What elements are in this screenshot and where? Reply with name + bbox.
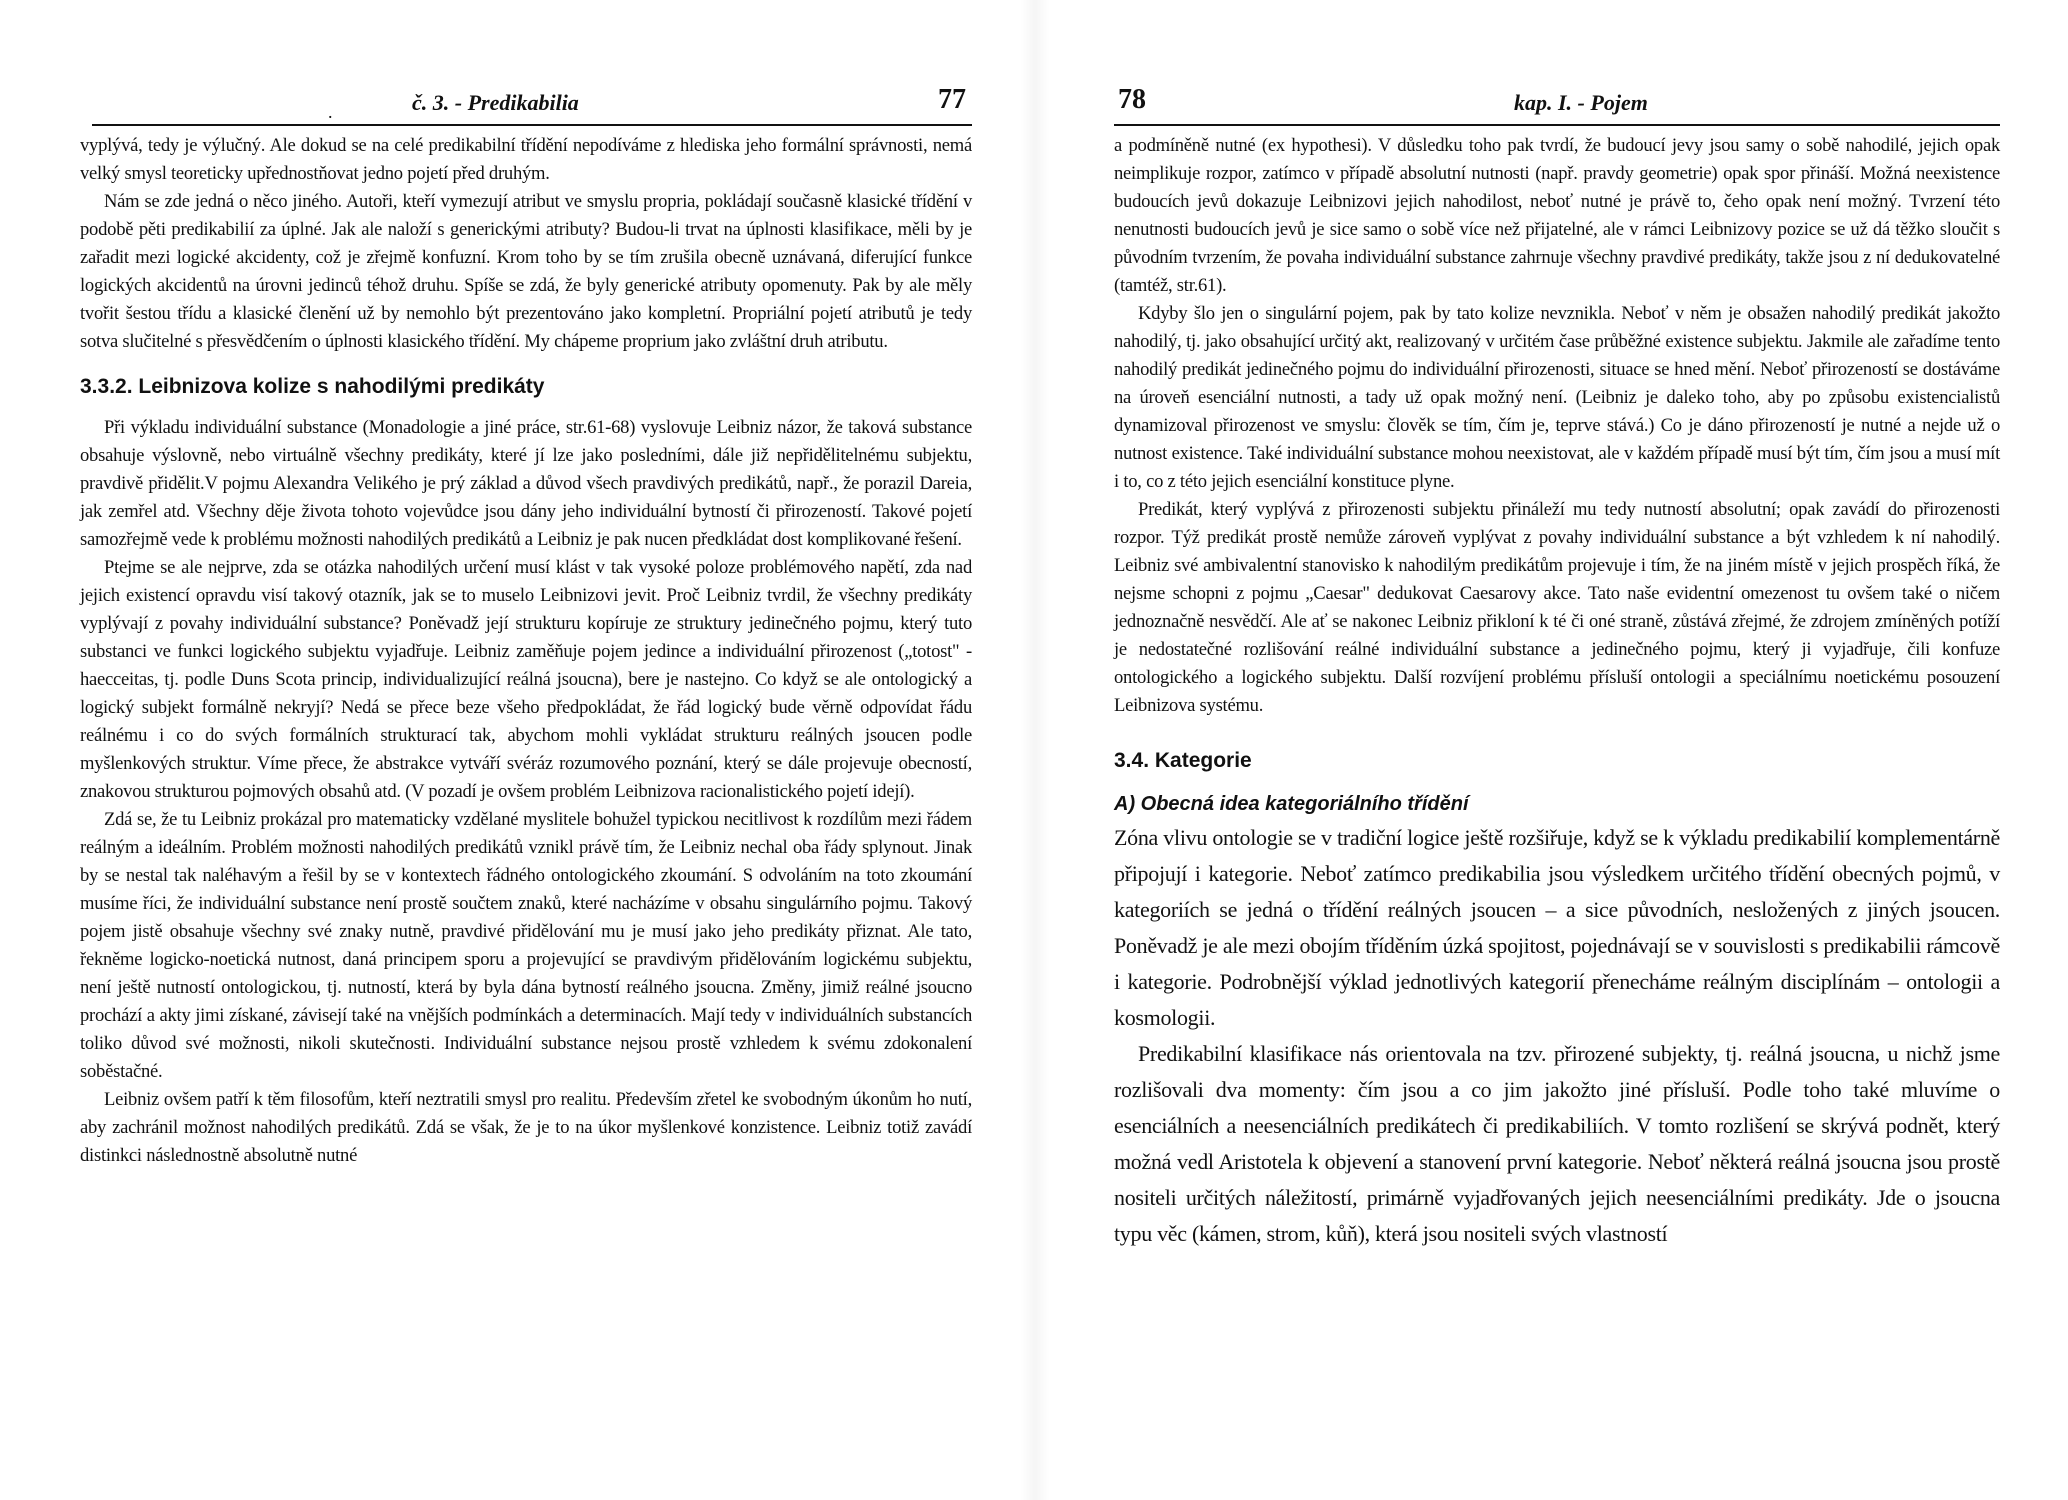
section-heading: 3.4. Kategorie	[1114, 749, 1252, 772]
paragraph: Ptejme se ale nejprve, zda se otázka nahodilých určení musí klást v tak vysoké poloze problémového napětí, zda nad jejich existencí opravdu visí takový otazník, jak se to muselo Leibnizovi jevit. Proč Leibniz tvrdil, že všechny predikáty vyplývají z povahy individuální substance? Poněvadž její strukturu kopíruje ze struktury jedinečného pojmu, který tuto substanci ve funkci logického subjektu vyjadřuje. Leibniz zaměňuje pojem jedince a individuální přirozenost („totost" - haecceitas, tj. podle Duns Scota princip, individualizující reálná jsoucna), bere je nastejno. Co když se ale ontologický a logický subjekt formálně nekryjí? Nedá se přece beze všeho předpokládat, že řád logický bude věrně odpovídat řádu reálnému i co do svých formálních strukturací tak, abychom mohli vykládat strukturu reálných jsoucen podle myšlenkových struktur. Víme přece, že abstrakce vytváří svéráz rozumového poznání, který se dále projevuje obecností, znakovou strukturou pojmových obsahů atd. (V pozadí je ovšem problém Leibnizova racionalistického pojetí idejí).	[80, 557, 972, 802]
right-page-number: 78	[1118, 84, 1146, 115]
left-running-head	[92, 84, 972, 126]
header-dot: .	[328, 102, 333, 122]
paragraph: Nám se zde jedná o něco jiného. Autoři, kteří vymezují atribut ve smyslu propria, pokládají současně klasické třídění v podobě pěti predikabilií za úplné. Jak ale naloží s generickými atributy? Budou-li trvat na úplnosti klasifikace, měli by je zařadit mezi logické akcidenty, což je zřejmě konfuzní. Krom toho by se tím zrušila obecně uznávaná, diferující funkce logických akcidentů na úrovni jedinců téhož druhu. Spíše se zdá, že byly generické atributy opomenuty. Pak by ale měly tvořit šestou třídu a klasické členění už by nemohlo být prezentováno jako kompletní. Propriální pojetí atributů je tedy sotva slučitelné s přesvědčením o úplnosti klasického třídění. My chápeme proprium jako zvláštní druh atributu.	[80, 191, 972, 352]
paragraph: a podmíněně nutné (ex hypothesi). V důsledku toho pak tvrdí, že budoucí jevy jsou samy o sobě nahodilé, jejich opak neimplikuje rozpor, zatímco v případě absolutní nutnosti (např. pravdy geometrie) opak spor přináší. Možná neexistence budoucích jevů dokazuje Leibnizovi jejich nahodilost, neboť nutné je právě to, čeho opak není možný. Tvrzení této nenutnosti budoucích jevů je sice samo o sobě více než přijatelné, ale v rámci Leibnizovy pozice se už dá těžko sloučit s původním tvrzením, že povaha individuální substance zahrnuje všechny pravdivé predikáty, takže jsou z ní dedukovatelné (tamtéž, str.61).	[1114, 135, 2000, 296]
paragraph: Zdá se, že tu Leibniz prokázal pro matematicky vzdělané myslitele bohužel typickou necitlivost k rozdílům mezi řádem reálným a ideálním. Problém možnosti nahodilých predikátů vznikl právě tím, že Leibniz nechal oba řády splynout. Jinak by se nestal tak naléhavým a řešil by se v kontextech řádného ontologického zkoumání. S odvoláním na toto zkoumání musíme říci, že individuální substance není prostě součtem znaků, které nacházíme v obsahu singulárního pojmu. Takový pojem jistě obsahuje všechny své znaky nutně, pravdivé přidělování mu je musí jako jeho predikáty přiznat. Ale tato, řekněme logicko-noetická nutnost, daná principem sporu a projevující se pravdivým přidělováním logickému subjektu, není ještě nutností ontologickou, tj. nutností, která by byla dána bytností reálného jsoucna. Změny, jimiž reálné jsoucno prochází a akty jimi získané, závisejí také na vnějších podmínkách a determinacích. Mají tedy v individuálních substancích toliko důvod své možnosti, nikoli skutečnosti. Individuální substance nejsou prostě vzhledem k svému zdokonalení soběstačné.	[80, 809, 972, 1082]
paragraph: vyplývá, tedy je výlučný. Ale dokud se na celé predikabilní třídění nepodíváme z hlediska jeho formální správnosti, nemá velký smysl teoreticky upřednostňovat jedno pojetí před druhým.	[80, 135, 972, 184]
right-page	[1034, 0, 2068, 1500]
section-heading: 3.3.2. Leibnizova kolize s nahodilými predikáty	[80, 375, 545, 398]
subsection-heading: A) Obecná idea kategoriálního třídění	[1114, 793, 1469, 815]
paragraph: Zóna vlivu ontologie se v tradiční logice ještě rozšiřuje, když se k výkladu predikabilií komplementárně připojují i kategorie. Neboť zatímco predikabilia jsou výsledkem určitého třídění obecných pojmů, v kategoriích se jedná o třídění reálných jsoucen – a sice původních, nesložených z jiných jsoucen. Poněvadž je ale mezi obojím tříděním úzká spojitost, pojednávají se v souvislosti s predikabilii rámcově i kategorie. Podrobnější výklad jednotlivých kategorií přenecháme reálným disciplínám – ontologii a kosmologii.	[1114, 825, 2000, 1030]
right-body-text	[1114, 132, 2000, 1252]
left-header-title: č. 3. - Predikabilia	[412, 90, 579, 115]
paragraph: Predikát, který vyplývá z přirozenosti subjektu přináleží mu tedy nutností absolutní; opak zavádí do přirozenosti rozpor. Týž predikát prostě nemůže zároveň vyplývat z povahy individuální substance a být vzhledem k ní nahodilý. Leibniz své ambivalentní stanovisko k nahodilým predikátům projevuje i tím, že na jiném místě v jejich prospěch říká, že nejsme schopni z pojmu „Caesar" dedukovat Caesarovy akce. Tato naše evidentní omezenost tu ovšem také o ničem jednoznačně nesvědčí. Ale ať se nakonec Leibniz přikloní k té či oné straně, zůstává zřejmé, že zdrojem zmíněných potíží je nedostatečné rozlišování reálné individuální substance a jedinečného pojmu, který ji vyjadřuje, čili konfuze ontologického a logického subjektu. Další rozvíjení problému přísluší ontologii a speciálnímu noetickému posouzení Leibnizova systému.	[1114, 499, 2000, 716]
left-body-text	[80, 132, 972, 1170]
right-header-title: kap. I. - Pojem	[1514, 90, 1648, 115]
paragraph: Kdyby šlo jen o singulární pojem, pak by tato kolize nevznikla. Neboť v něm je obsažen nahodilý predikát jakožto nahodilý, tj. jako obsahující určitý akt, realizovaný v určitém čase průběžné existence subjektu. Jakmile ale zařadíme tento nahodilý predikát jedinečného pojmu do individuální přirozenosti, situace se hned mění. Neboť přirozeností se dostáváme na úroveň esenciální nutnosti, a tady už opak možný není. (Leibniz je daleko toho, aby po způsobu existencialistů dynamizoval přirozenost ve smyslu: člověk se tím, čím je, teprve stává.) Co je dáno přirozeností je nutné a nejde už o nutnost existence. Také individuální substance mohou neexistovat, ale v každém případě musí být tím, čím jsou a musí mít i to, co z této jejich esenciální konstituce plyne.	[1114, 303, 2000, 492]
right-running-head	[1114, 84, 2000, 126]
paragraph: Leibniz ovšem patří k těm filosofům, kteří neztratili smysl pro realitu. Především zřetel ke svobodným úkonům ho nutí, aby zachránil možnost nahodilých predikátů. Zdá se však, že je to na úkor myšlenkové konzistence. Leibniz totiž zavádí distinkci následnostně absolutně nutné	[80, 1089, 972, 1166]
paragraph: Při výkladu individuální substance (Monadologie a jiné práce, str.61-68) vyslovuje Leibniz názor, že taková substance obsahuje výslovně, nebo virtuálně všechny predikáty, které jí lze jako posledními, dále již nepřidělitelnému subjektu, pravdivě přidělit.V pojmu Alexandra Velikého je prý základ a důvod všech pravdivých predikátů, např., že porazil Dareia, jak zemřel atd. Všechny děje života tohoto vojevůdce jsou dány jeho individuální bytností či přirozeností. Takové pojetí samozřejmě vede k problému možnosti nahodilých predikátů a Leibniz je pak nucen předkládat dost komplikované řešení.	[80, 417, 972, 550]
left-page-number: 77	[938, 84, 966, 115]
paragraph: Predikabilní klasifikace nás orientovala na tzv. přirozené subjekty, tj. reálná jsoucna, u nichž jsme rozlišovali dva momenty: čím jsou a co jim jakožto jiné přísluší. Podle toho také mluvíme o esenciálních a neesenciálních predikátech či predikabiliích. V tomto rozlišení se skrývá podnět, který možná vedl Aristotela k objevení a stanovení první kategorie. Neboť některá reálná jsoucna jsou prostě nositeli určitých náležitostí, primárně vyjadřovaných jejich neesenciálními predikáty. Jde o jsoucna typu věc (kámen, strom, kůň), která jsou nositeli svých vlastností	[1114, 1041, 2000, 1246]
